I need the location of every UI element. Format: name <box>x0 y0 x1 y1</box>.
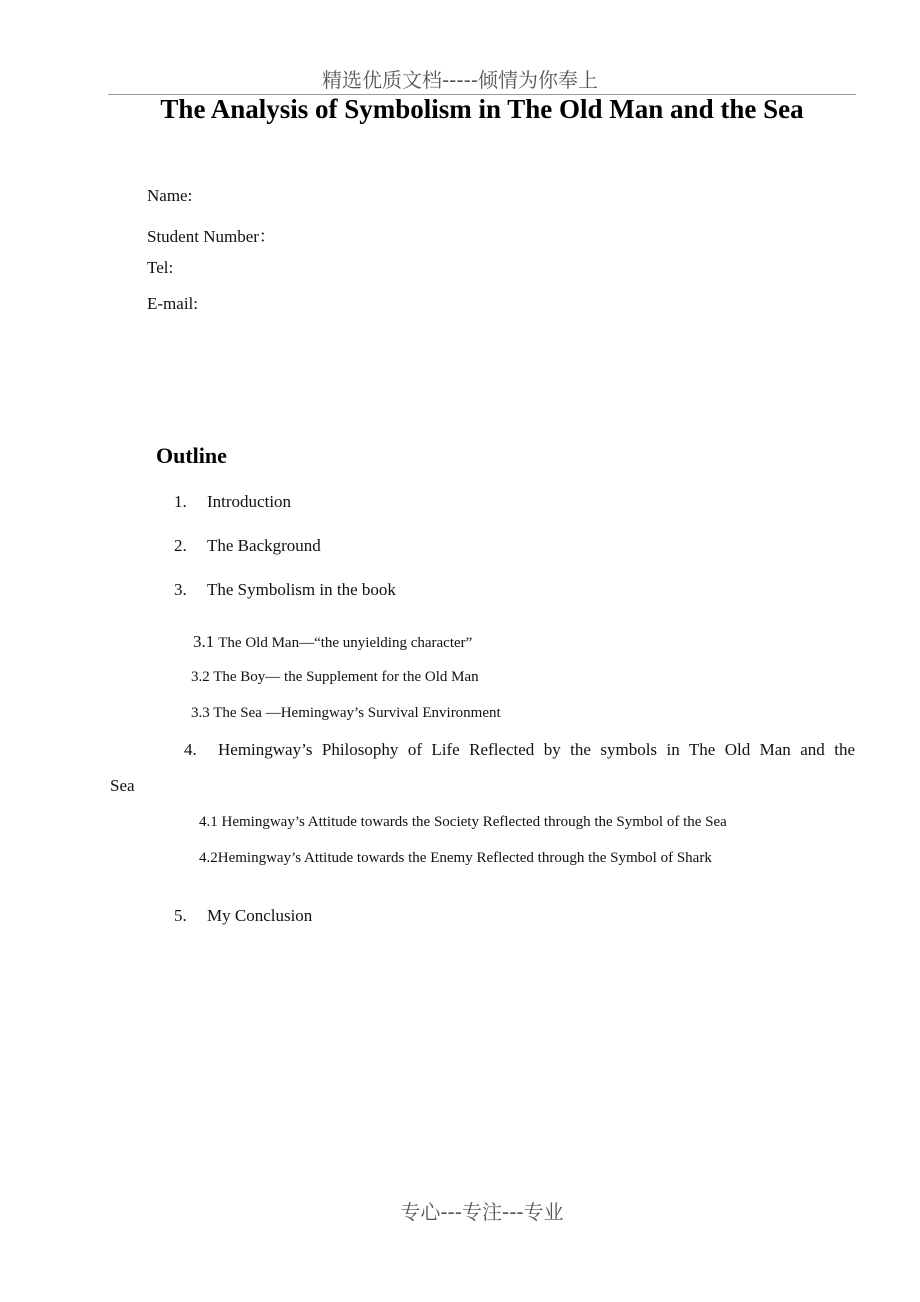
sub-item-4-2: 4.2Hemingway’s Attitude towards the Enemy Reflected through the Symbol of Shark <box>199 850 712 866</box>
student-number-label: Student Number： <box>147 227 276 246</box>
sub-item-3-1-text: The Old Man—“the unyielding character” <box>218 635 473 651</box>
outline-heading: Outline <box>156 443 227 468</box>
sub-item-3-2: 3.2 The Boy— the Supplement for the Old Man <box>191 669 479 685</box>
outline-item-1-number: 1. <box>174 492 187 511</box>
outline-item-4-number: 4. <box>184 740 197 759</box>
outline-sub-item <box>193 632 472 652</box>
email-label: E-mail: <box>147 294 198 313</box>
outline-item-4-continuation: Sea <box>110 776 135 795</box>
page-header-text: 精选优质文档-----倾情为你奉上 <box>321 68 599 92</box>
tel-label: Tel: <box>147 258 174 277</box>
outline-item-2-number: 2. <box>174 536 187 555</box>
outline-item-1-text: Introduction <box>207 492 292 511</box>
sub-item-4-1: 4.1 Hemingway’s Attitude towards the Society Reflected through the Symbol of the Sea <box>199 814 727 830</box>
outline-item-2-text: The Background <box>207 536 321 555</box>
outline-item-3-number: 3. <box>174 580 187 599</box>
page-footer-text: 专心---专注---专业 <box>400 1200 564 1224</box>
document-title: The Analysis of Symbolism in The Old Man and the Sea <box>160 94 804 124</box>
outline-item-3-text: The Symbolism in the book <box>207 580 396 599</box>
sub-item-3-1-number: 3.1 <box>193 632 215 651</box>
sub-item-3-3: 3.3 The Sea —Hemingway’s Survival Environment <box>191 705 501 721</box>
outline-item-4-text: Hemingway’s Philosophy of Life Reflected by the symbols in The Old Man and the <box>218 740 855 759</box>
name-label: Name: <box>147 186 193 205</box>
outline-item-5-text: My Conclusion <box>207 906 313 925</box>
outline-item-5-number: 5. <box>174 906 187 925</box>
